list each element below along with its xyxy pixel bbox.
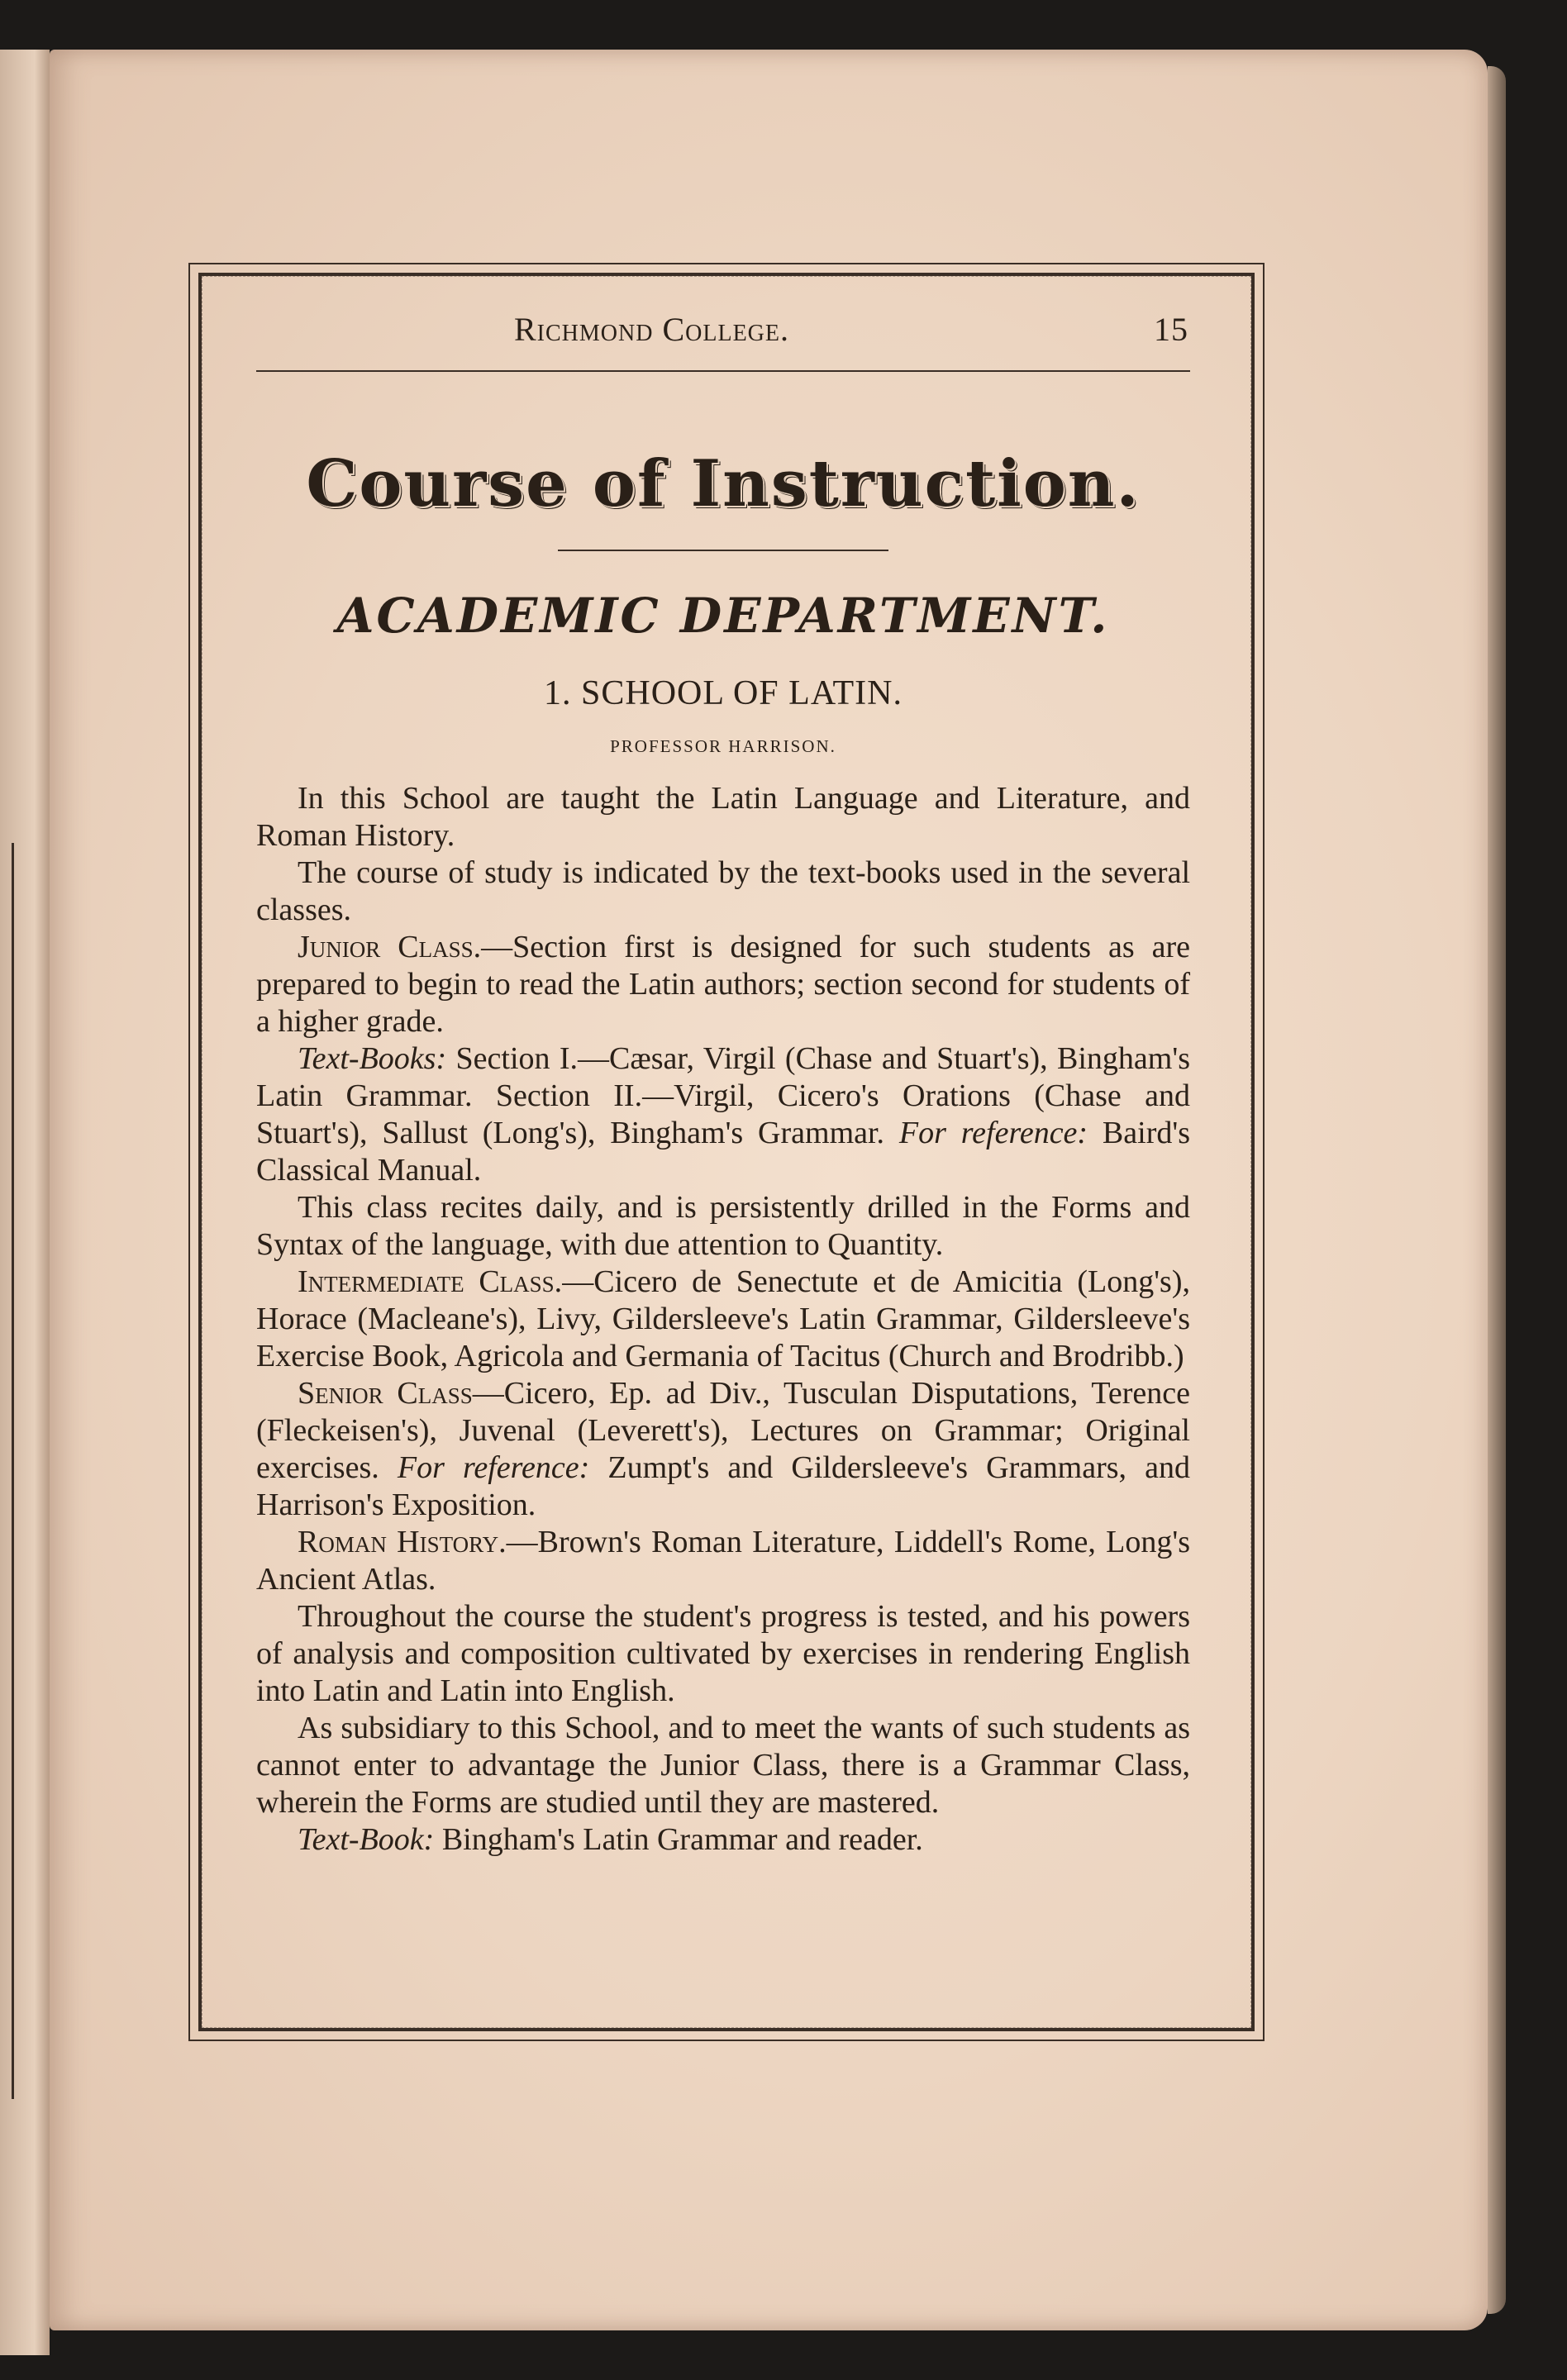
paragraph: Throughout the course the student's progress is tested, and his powers of analysis and composition cultivated by exercises in rendering English into Latin and Latin into English. [256, 1599, 1190, 1708]
paragraph: This class recites daily, and is persistently drilled in the Forms and Syntax of the language, with due attention to Quantity. [256, 1190, 1190, 1262]
title-divider [558, 550, 888, 551]
class-label: Junior Class. [298, 930, 482, 964]
paragraph: As subsidiary to this School, and to meet the wants of such students as cannot enter to advantage the Junior Class, there is a Grammar Class, wherein the Forms are studied until they are mastered. [256, 1711, 1190, 1820]
page-number: 15 [1154, 311, 1188, 348]
paragraph: In this School are taught the Latin Language and Literature, and Roman History. [256, 781, 1190, 853]
textbooks-label: Text-Books: [298, 1041, 447, 1076]
running-title: Richmond College. [514, 311, 789, 348]
professor-name: PROFESSOR HARRISON. [610, 736, 836, 756]
body-text [256, 780, 1190, 1859]
facing-page-edge [0, 50, 50, 2355]
paragraph: Junior Class.—Section first is designed for such students as are prepared to begin to read the Latin authors; section second for students of a higher grade. [256, 930, 1190, 1039]
running-header [256, 310, 1190, 372]
paragraph: Text-Book: Bingham's Latin Grammar and reader. [298, 1822, 923, 1857]
paragraph: Roman History.—Brown's Roman Literature, Liddell's Rome, Long's Ancient Atlas. [256, 1525, 1191, 1597]
page-stack-edge [1488, 66, 1506, 2314]
reference-label: For reference: [898, 1116, 1088, 1150]
facing-page-border [0, 843, 14, 2099]
reference-label: For reference: [397, 1450, 590, 1485]
paragraph: The course of study is indicated by the text-books used in the several classes. [256, 855, 1190, 927]
department-title: ACADEMIC DEPARTMENT. [336, 588, 1110, 644]
paragraph: Senior Class—Cicero, Ep. ad Div., Tusculan Disputations, Terence (Fleckeisen's), Juvenal (Leverett's), Lectures on Grammar; Original exercises. For reference: Zumpt's and Gildersleeve's Grammars, and Harrison's Exposition. [256, 1376, 1190, 1522]
page-content [256, 310, 1190, 1859]
paragraph: Text-Books: Section I.—Cæsar, Virgil (Chase and Stuart's), Bingham's Latin Grammar. Section II.—Virgil, Cicero's Orations (Chase and Stuart's), Sallust (Long's), Bingham's Grammar. For reference: Baird's Classical Manual. [256, 1041, 1190, 1188]
textbook-label: Text-Book: [298, 1822, 435, 1857]
course-title: Course of Instruction. [306, 446, 1141, 521]
class-label: Senior Class [298, 1376, 473, 1411]
school-title: 1. SCHOOL OF LATIN. [544, 674, 903, 712]
class-label: Roman History. [298, 1525, 507, 1559]
class-label: Intermediate Class. [298, 1264, 563, 1299]
paragraph: Intermediate Class.—Cicero de Senectute et de Amicitia (Long's), Horace (Macleane's), Livy, Gildersleeve's Latin Grammar, Gildersleeve's Exercise Book, Agricola and Germania of Tacitus (Church and Brodribb.) [256, 1264, 1190, 1373]
